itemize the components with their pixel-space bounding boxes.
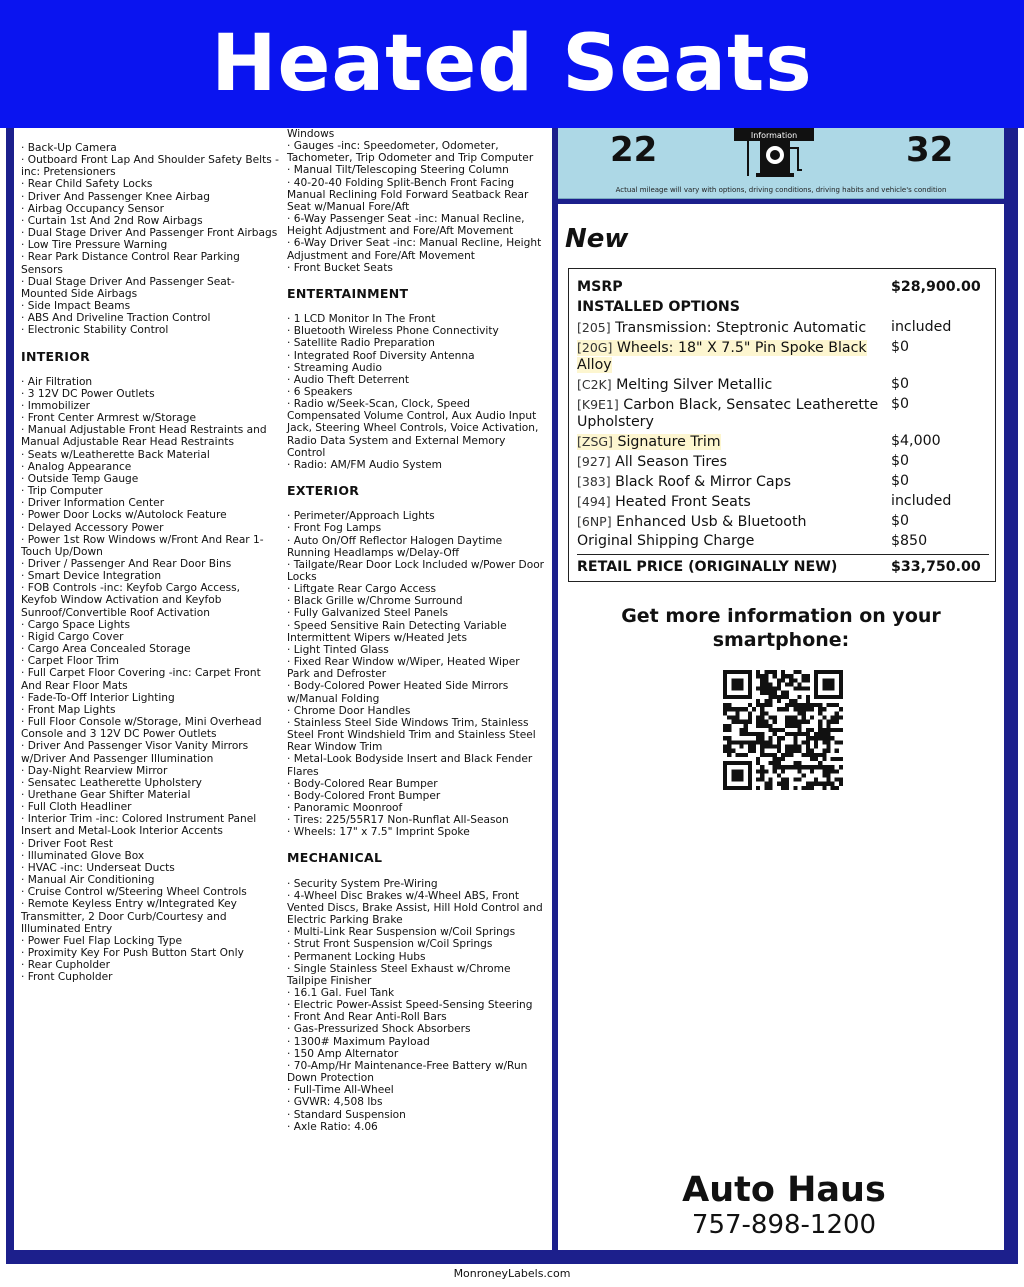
feature-item: · Satellite Radio Preparation (287, 337, 435, 350)
feature-item: · Full Cloth Headliner (21, 801, 132, 814)
feature-item: · Curtain 1st And 2nd Row Airbags (21, 214, 203, 227)
banner-title: Heated Seats (211, 19, 813, 109)
features-column-2 (287, 128, 545, 1133)
feature-item: · Body-Colored Front Bumper (287, 789, 441, 802)
feature-item: · Driver Foot Rest (21, 837, 113, 850)
option-name: Black Roof & Mirror Caps (615, 474, 792, 490)
feature-item: · 4-Wheel Disc Brakes w/4-Wheel ABS, Front Vented Discs, Brake Assist, Hill Hold Control and Electric Parking Brake (287, 889, 543, 927)
exterior-heading: EXTERIOR (287, 483, 360, 499)
feature-item: · 6-Way Passenger Seat -inc: Manual Recline, Height Adjustment and Fore/Aft Movement (287, 213, 525, 238)
feature-item: · Rigid Cargo Cover (21, 630, 124, 643)
dealer-name: Auto Haus (682, 1170, 886, 1210)
feature-item: · Full-Time All-Wheel (287, 1084, 394, 1097)
feature-item: · Multi-Link Rear Suspension w/Coil Springs (287, 926, 516, 939)
vehicle-condition: New (565, 224, 629, 254)
feature-item: · Single Stainless Steel Exhaust w/Chrome Tailpipe Finisher (287, 962, 511, 987)
feature-item: · Air Filtration (21, 375, 93, 388)
feature-item: · Urethane Gear Shifter Material (21, 788, 191, 801)
feature-item: · Fixed Rear Window w/Wiper, Heated Wiper Park and Defroster (287, 656, 520, 681)
features-column-1 (21, 142, 279, 983)
feature-item: · Low Tire Pressure Warning (21, 239, 168, 252)
feature-item: · Metal-Look Bodyside Insert and Black Fender Flares (287, 753, 533, 778)
option-code: [6NP] (577, 514, 612, 529)
option-name: Signature Trim (617, 434, 721, 450)
feature-item: · Permanent Locking Hubs (287, 950, 426, 963)
exterior-list (287, 510, 545, 838)
interior-heading: INTERIOR (21, 348, 91, 364)
feature-item: · Power Fuel Flap Locking Type (21, 934, 183, 947)
feature-item: · Tires: 225/55R17 Non-Runflat All-Season (287, 814, 509, 827)
option-code: [K9E1] (577, 397, 619, 412)
feature-item: · Dual Stage Driver And Passenger Seat-Mounted Side Airbags (21, 275, 235, 300)
feature-item: · GVWR: 4,508 lbs (287, 1096, 383, 1109)
feature-item: · Light Tinted Glass (287, 643, 389, 656)
option-price: included (891, 319, 952, 335)
option-name: Heated Front Seats (615, 494, 751, 510)
feature-item: · Cruise Control w/Steering Wheel Controls (21, 886, 247, 899)
feature-item: · Delayed Accessory Power (21, 521, 164, 534)
feature-item: · Outside Temp Gauge (21, 472, 139, 485)
feature-item: · Interior Trim -inc: Colored Instrument Panel Insert and Metal-Look Interior Accents (21, 813, 257, 838)
options-heading: INSTALLED OPTIONS (577, 299, 740, 315)
feature-item: · 40-20-40 Folding Split-Bench Front Facing Manual Reclining Fold Forward Seatback Rear Seat w/Manual Fore/Aft (287, 176, 529, 213)
option-price: $0 (891, 376, 910, 392)
option-code: [494] (577, 494, 611, 509)
feature-item: · Sensatec Leatherette Upholstery (21, 776, 202, 789)
option-name: Enhanced Usb & Bluetooth (616, 514, 807, 530)
retail-price-value: $33,750.00 (891, 559, 981, 575)
feature-item: · Immobilizer (21, 399, 90, 412)
feature-item: · Body-Colored Power Heated Side Mirrors w/Manual Folding (287, 680, 509, 705)
mileage-disclaimer: Actual mileage will vary with options, driving conditions, driving habits and vehicle's condition (615, 186, 947, 194)
option-name: Transmission: Steptronic Automatic (615, 320, 867, 336)
feature-item: · Fully Galvanized Steel Panels (287, 607, 449, 620)
feature-item: · Gauges -inc: Speedometer, Odometer, Tachometer, Trip Odometer and Trip Computer (287, 140, 534, 165)
feature-item: · Proximity Key For Push Button Start Only (21, 947, 244, 959)
mechanical-heading: MECHANICAL (287, 850, 383, 866)
mechanical-list (287, 878, 545, 1133)
pricing-panel (558, 204, 1004, 1250)
msrp-label: MSRP (577, 279, 623, 295)
feature-item: · Electric Power-Assist Speed-Sensing Steering (287, 999, 533, 1012)
option-code: [927] (577, 454, 611, 469)
feature-item: · Front Map Lights (21, 703, 116, 716)
feature-item: · Front Fog Lamps (287, 522, 382, 535)
feature-item: · Airbag Occupancy Sensor (21, 202, 164, 215)
feature-item: · Full Floor Console w/Storage, Mini Overhead Console and 3 12V DC Power Outlets (21, 716, 262, 741)
feature-item: · Smart Device Integration (21, 570, 162, 583)
shipping-label: Original Shipping Charge (577, 533, 755, 549)
option-name: Carbon Black, Sensatec Leatherette Upholstery (577, 397, 879, 430)
option-price: $0 (891, 396, 910, 412)
option-code: [20G] (577, 340, 613, 355)
feature-item: · Front And Rear Anti-Roll Bars (287, 1011, 447, 1024)
feature-item: · Strut Front Suspension w/Coil Springs (287, 938, 493, 951)
seating-list (287, 128, 545, 274)
feature-item: · Gas-Pressurized Shock Absorbers (287, 1023, 471, 1036)
feature-item: · Driver Information Center (21, 497, 165, 510)
header-banner (0, 0, 1024, 128)
option-price: $4,000 (891, 433, 941, 449)
feature-item: · 1 LCD Monitor In The Front (287, 313, 436, 326)
feature-item: · 70-Amp/Hr Maintenance-Free Battery w/Run Down Protection (287, 1059, 528, 1085)
feature-item: · HVAC -inc: Underseat Ducts (21, 861, 175, 874)
feature-item: · Illuminated Glove Box (21, 849, 145, 862)
option-price: $0 (891, 453, 910, 469)
qr-code[interactable] (723, 670, 843, 790)
feature-item: · Rear Park Distance Control Rear Parking Sensors (21, 251, 240, 276)
feature-item: · Black Grille w/Chrome Surround (287, 595, 463, 608)
feature-item: · Liftgate Rear Cargo Access (287, 583, 437, 596)
feature-item: Windows (287, 128, 335, 140)
feature-item: · Electronic Stability Control (21, 324, 169, 337)
interior-list (21, 376, 279, 984)
pump-label: Information (750, 131, 798, 140)
feature-item: · ABS And Driveline Traction Control (21, 312, 211, 325)
feature-item: · Outboard Front Lap And Shoulder Safety Belts -inc: Pretensioners (21, 154, 279, 179)
option-code: [ZSG] (577, 434, 613, 449)
feature-item: · 1300# Maximum Payload (287, 1035, 430, 1048)
feature-item: · Chrome Door Handles (287, 704, 411, 717)
feature-item: · Front Bucket Seats (287, 261, 393, 274)
feature-item: · Cargo Space Lights (21, 618, 130, 631)
feature-item: · Auto On/Off Reflector Halogen Daytime Running Headlamps w/Delay-Off (287, 534, 503, 559)
entertainment-list (287, 313, 545, 471)
feature-item: · Seats w/Leatherette Back Material (21, 448, 210, 461)
feature-item: · Full Carpet Floor Covering -inc: Carpet Front And Rear Floor Mats (21, 667, 261, 692)
feature-item: · Front Center Armrest w/Storage (21, 412, 197, 425)
feature-item: · Manual Adjustable Front Head Restraints and Manual Adjustable Rear Head Restraints (21, 424, 267, 449)
feature-item: · Power 1st Row Windows w/Front And Rear 1-Touch Up/Down (21, 533, 264, 558)
feature-item: · Trip Computer (21, 485, 103, 498)
option-code: [C2K] (577, 377, 612, 392)
option-price: $0 (891, 339, 910, 355)
option-name: Melting Silver Metallic (616, 377, 773, 393)
retail-price-label: RETAIL PRICE (ORIGINALLY NEW) (577, 559, 838, 575)
feature-item: · Rear Child Safety Locks (21, 178, 153, 191)
feature-item: · 6 Speakers (287, 385, 353, 398)
feature-item: · Front Cupholder (21, 971, 113, 984)
feature-item: · 150 Amp Alternator (287, 1047, 399, 1060)
city-mpg: 22 (610, 130, 658, 170)
feature-item: · Side Impact Beams (21, 300, 131, 313)
feature-item: · Radio: AM/FM Audio System (287, 458, 442, 471)
feature-item: · Axle Ratio: 4.06 (287, 1120, 378, 1133)
feature-item: · Bluetooth Wireless Phone Connectivity (287, 325, 499, 338)
option-price: $0 (891, 513, 910, 529)
feature-item: · Manual Air Conditioning (21, 874, 155, 887)
feature-item: · Panoramic Moonroof (287, 801, 403, 814)
feature-item: · FOB Controls -inc: Keyfob Cargo Access, Keyfob Window Activation and Keyfob Sunroof/Convertible Roof Activation (21, 582, 240, 619)
feature-item: · Security System Pre-Wiring (287, 877, 438, 890)
fuel-pump-icon (734, 128, 814, 178)
feature-item: · Audio Theft Deterrent (287, 373, 410, 386)
features-panel (14, 128, 552, 1250)
feature-item: · Driver And Passenger Knee Airbag (21, 190, 210, 203)
price-box (568, 268, 996, 582)
feature-item: · Dual Stage Driver And Passenger Front Airbags (21, 227, 278, 240)
safety-list (21, 142, 279, 337)
option-price: $0 (891, 473, 910, 489)
option-price: included (891, 493, 952, 509)
option-name: Wheels: 18" X 7.5" Pin Spoke Black Alloy (577, 340, 867, 373)
feature-item: · Driver And Passenger Visor Vanity Mirrors w/Driver And Passenger Illumination (21, 740, 249, 765)
msrp-value: $28,900.00 (891, 279, 981, 295)
feature-item: · Wheels: 17" x 7.5" Imprint Spoke (287, 826, 470, 839)
feature-item: · Remote Keyless Entry w/Integrated Key Transmitter, 2 Door Curb/Courtesy and Illuminated Entry (21, 898, 237, 935)
option-name: All Season Tires (615, 454, 728, 470)
feature-item: · Fade-To-Off Interior Lighting (21, 691, 175, 704)
feature-item: · Radio w/Seek-Scan, Clock, Speed Compensated Volume Control, Aux Audio Input Jack, Steering Wheel Controls, Voice Activation, Radio Data System and External Memory Control (287, 398, 539, 459)
feature-item: · Rear Cupholder (21, 959, 110, 972)
feature-item: · Perimeter/Approach Lights (287, 510, 435, 523)
feature-item: · Manual Tilt/Telescoping Steering Column (287, 164, 509, 177)
feature-item: · 6-Way Driver Seat -inc: Manual Recline, Height Adjustment and Fore/Aft Movement (287, 237, 542, 262)
feature-item: · Driver / Passenger And Rear Door Bins (21, 558, 232, 570)
option-code: [383] (577, 474, 611, 489)
shipping-value: $850 (891, 533, 928, 549)
feature-item: · Streaming Audio (287, 361, 382, 374)
feature-item: · Integrated Roof Diversity Antenna (287, 349, 475, 362)
feature-item: · Stainless Steel Side Windows Trim, Stainless Steel Front Windshield Trim and Stainless Steel Rear Window Trim (287, 716, 536, 754)
total-divider (577, 554, 989, 555)
feature-item: · Back-Up Camera (21, 142, 117, 154)
footer-link[interactable]: MonroneyLabels.com (453, 1267, 571, 1280)
feature-item: · Analog Appearance (21, 460, 132, 473)
feature-item: · Power Door Locks w/Autolock Feature (21, 509, 227, 522)
option-code: [205] (577, 320, 611, 335)
feature-item: · Body-Colored Rear Bumper (287, 777, 438, 790)
qr-heading: Get more information on your smartphone: (621, 605, 941, 651)
feature-item: · Speed Sensitive Rain Detecting Variable Intermittent Wipers w/Heated Jets (287, 619, 507, 644)
feature-item: · Cargo Area Concealed Storage (21, 643, 191, 656)
feature-item: · 3 12V DC Power Outlets (21, 387, 155, 400)
feature-item: · 16.1 Gal. Fuel Tank (287, 987, 395, 999)
highway-mpg: 32 (906, 130, 954, 170)
feature-item: · Tailgate/Rear Door Lock Included w/Power Door Locks (287, 558, 545, 583)
entertainment-heading: ENTERTAINMENT (287, 285, 409, 301)
dealer-phone: 757-898-1200 (691, 1210, 877, 1240)
fuel-economy-box (558, 128, 1004, 199)
feature-item: · Carpet Floor Trim (21, 655, 119, 668)
feature-item: · Day-Night Rearview Mirror (21, 764, 168, 777)
feature-item: · Standard Suspension (287, 1108, 406, 1121)
